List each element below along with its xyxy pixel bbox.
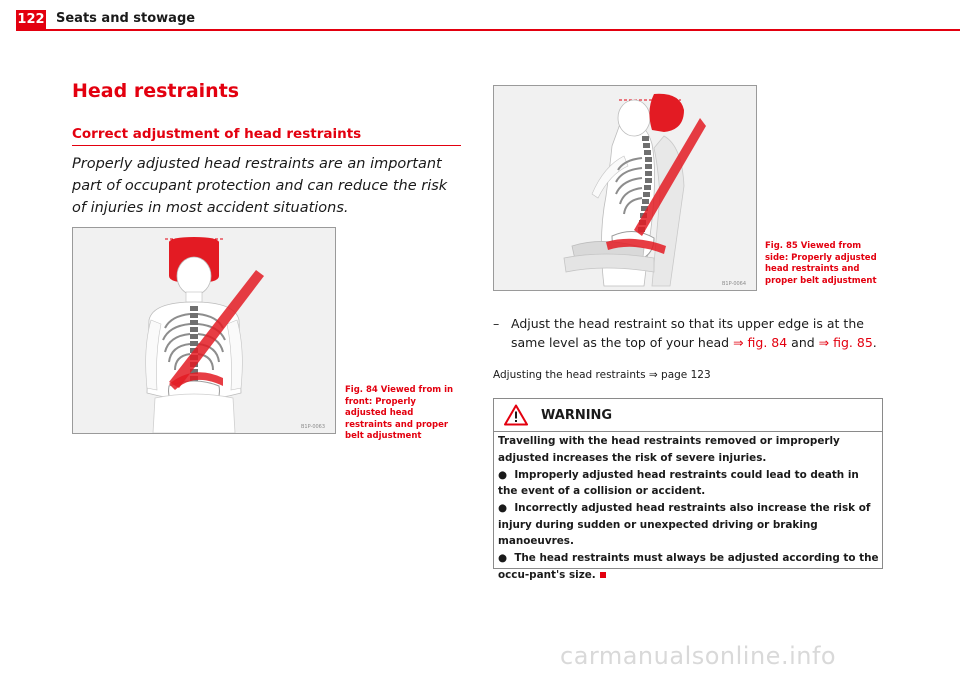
bullet-icon: ●	[498, 502, 515, 514]
warning-bullet: ● Incorrectly adjusted head restraints also increase the risk of injury during sudden or unexpected driving or braking manoeuvres.	[498, 502, 871, 547]
side-view-illustration	[494, 86, 756, 290]
instruction-step	[493, 314, 883, 352]
warning-body	[498, 433, 880, 583]
step-dash: –	[493, 316, 500, 331]
fig-84-link[interactable]: ⇒ fig. 84	[733, 335, 788, 350]
warning-box	[493, 398, 883, 581]
figure-85-side-view	[493, 85, 757, 291]
section-title: Seats and stowage	[56, 11, 196, 26]
bullet-icon: ●	[498, 552, 515, 564]
figure-84-front-view	[72, 227, 336, 434]
warning-header	[494, 399, 882, 432]
figure-85-caption: Fig. 85 Viewed from side: Properly adjusted head restraints and proper belt adjustment	[765, 241, 877, 286]
fig-85-link[interactable]: ⇒ fig. 85	[818, 335, 873, 350]
front-view-illustration	[73, 228, 335, 433]
intro-paragraph: Properly adjusted head restraints are an important part of occupant protection and can reduce the risk of injuries in most accident situations.	[72, 156, 448, 216]
header-divider	[16, 29, 960, 31]
instruction-end: .	[872, 335, 877, 350]
warning-bullet: ● The head restraints must always be adjusted according to the occu-pant's size.	[498, 552, 879, 581]
figure-84-code: B1P-0063	[301, 424, 326, 430]
page-header	[0, 0, 960, 30]
subheading: Correct adjustment of head restraints	[72, 126, 362, 142]
watermark: carmanualsonline.info	[560, 642, 837, 670]
page-number: 122	[16, 10, 46, 30]
subheading-divider	[72, 145, 461, 146]
cross-reference-link[interactable]: Adjusting the head restraints ⇒ page 123	[493, 369, 711, 381]
end-of-section-icon	[600, 572, 606, 578]
warning-intro: Travelling with the head restraints removed or improperly adjusted increases the risk of severe injuries.	[498, 435, 840, 464]
bullet-icon: ●	[498, 468, 515, 481]
page-heading: Head restraints	[72, 80, 240, 102]
figure-85-code: B1P-0064	[722, 281, 747, 287]
instruction-middle: and	[787, 335, 819, 350]
warning-bullet: ● Improperly adjusted head restraints could lead to death in the event of a collision or accident.	[498, 468, 859, 497]
figure-84-caption: Fig. 84 Viewed from in front: Properly adjusted head restraints and proper belt adjustment	[345, 385, 454, 441]
warning-title: WARNING	[541, 408, 613, 423]
instruction-text: Adjust the head restraint so that its upper edge is at the same level as the top of your head	[511, 316, 864, 350]
warning-triangle-icon	[504, 404, 528, 426]
